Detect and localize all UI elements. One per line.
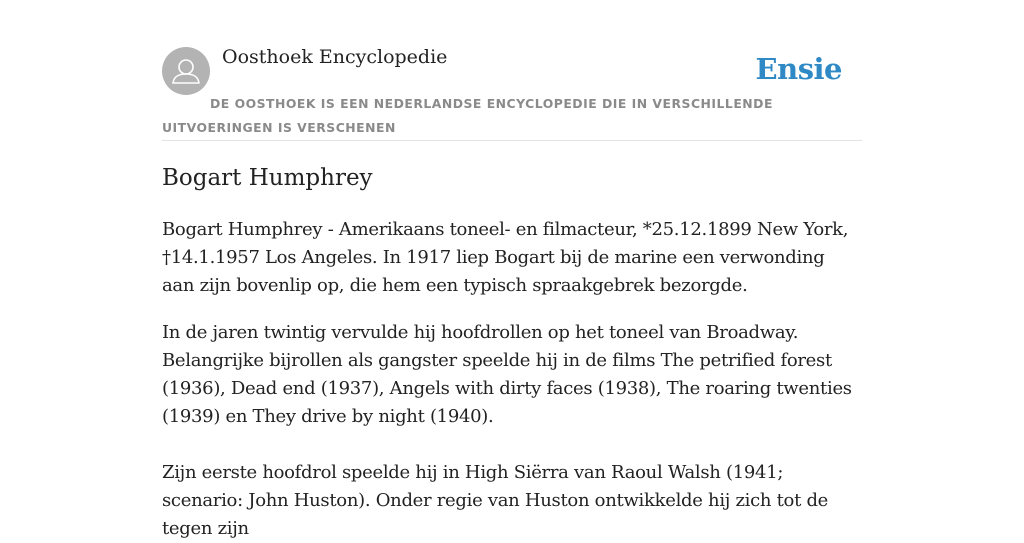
- source-header: [162, 46, 862, 141]
- article-paragraph: In de jaren twintig vervulde hij hoofdrollen op het toneel van Broadway. Belangrijke bijrollen als gangster speelde hij in de films The petrified forest (1936), Dead end (1937), Angels with dirty faces (1938), The roaring twenties (1939) en They drive by night (1940).: [162, 322, 852, 427]
- user-icon: [162, 47, 210, 95]
- source-avatar[interactable]: [162, 47, 210, 95]
- article: [162, 160, 862, 543]
- article-paragraph: Zijn eerste hoofdrol speelde hij in High Siërra van Raoul Walsh (1941; scenario: John Huston). Onder regie van Huston ontwikkelde hij zich tot de tegen zijn: [162, 462, 829, 539]
- page-title: Bogart Humphrey: [162, 165, 373, 191]
- brand-logo[interactable]: Ensie: [755, 52, 842, 86]
- source-description: DE OOSTHOEK IS EEN NEDERLANDSE ENCYCLOPEDIE DIE IN VERSCHILLENDE UITVOERINGEN IS VERSCHENEN: [162, 96, 773, 135]
- source-name[interactable]: Oosthoek Encyclopedie: [222, 46, 448, 68]
- article-paragraph: Bogart Humphrey - Amerikaans toneel- en filmacteur, *25.12.1899 New York, †14.1.1957 Los Angeles. In 1917 liep Bogart bij de marine een verwonding aan zijn bovenlip op, die hem een typisch spraakgebrek bezorgde.: [162, 219, 849, 296]
